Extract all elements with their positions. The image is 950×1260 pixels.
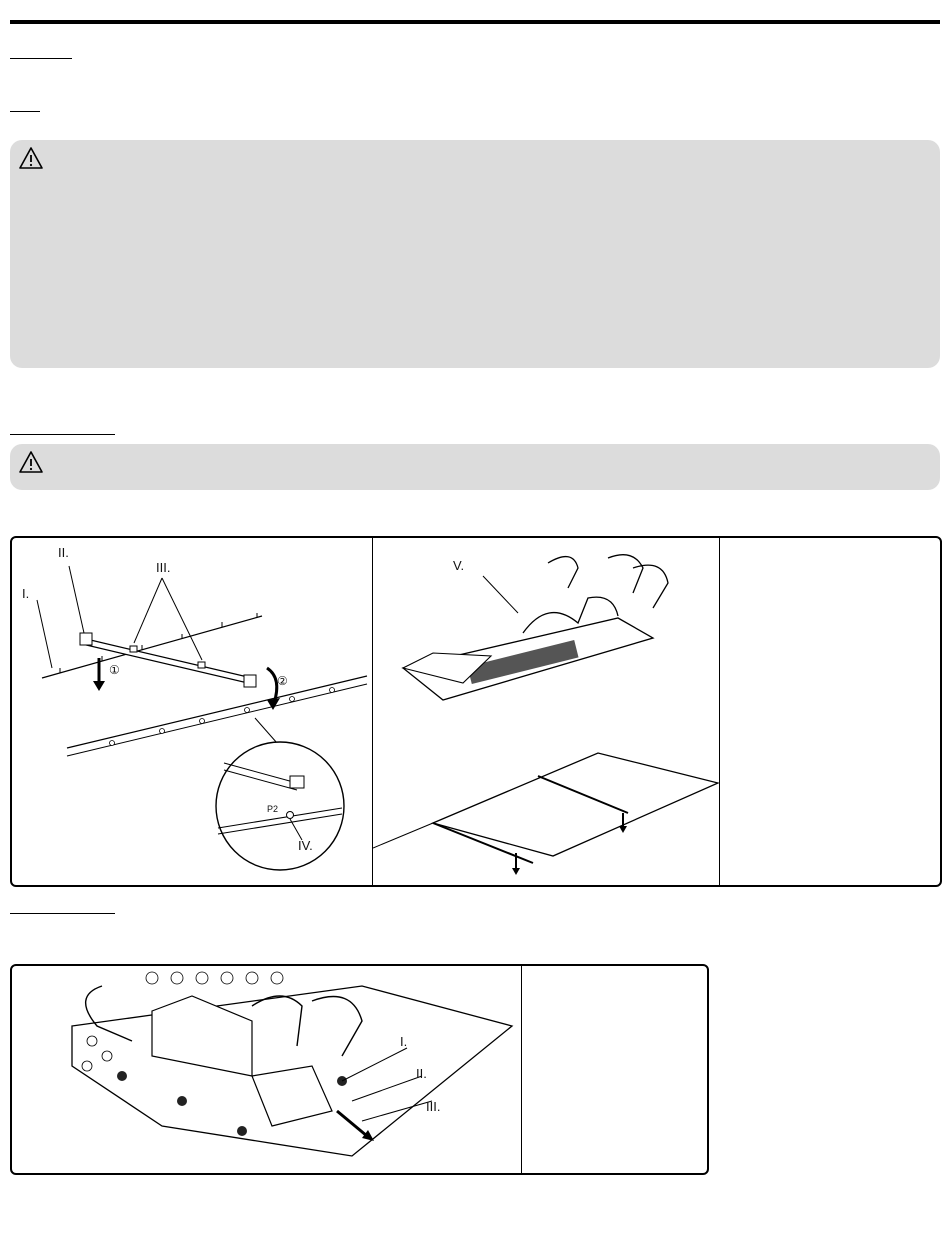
label-part-1: I.: [400, 1034, 408, 1049]
section-1-subheading-underline: [10, 111, 40, 112]
warning-triangle-icon: [18, 146, 44, 170]
warning-panel-1: [10, 140, 940, 368]
label-part-2: II.: [58, 545, 69, 560]
warning-panel-2: [10, 444, 940, 490]
label-part-2: II.: [416, 1066, 427, 1081]
label-part-5: V.: [453, 558, 465, 573]
section-1-heading-underline: [10, 58, 72, 59]
top-rule: [10, 20, 940, 24]
clamp-adjust-illustration: [12, 966, 521, 1173]
label-part-3: III.: [426, 1099, 441, 1114]
rail-mounting-illustration: [12, 538, 372, 885]
figure-divider-3: [521, 966, 522, 1173]
label-part-3: III.: [156, 560, 171, 575]
figure-divider-2: [719, 538, 720, 885]
figure-box-2: [10, 964, 709, 1175]
section-2-heading-underline: [10, 434, 115, 435]
section-3-heading-underline: [10, 913, 115, 914]
label-part-4: IV.: [298, 838, 313, 853]
figure-box-1: [10, 536, 942, 887]
label-step-1: ①: [109, 663, 120, 677]
warning-triangle-icon: [18, 450, 44, 474]
positioner-illustration: [373, 538, 719, 885]
label-rail-marking: P2: [267, 804, 279, 814]
label-part-1: I.: [22, 586, 30, 601]
label-step-2: ②: [277, 674, 288, 688]
